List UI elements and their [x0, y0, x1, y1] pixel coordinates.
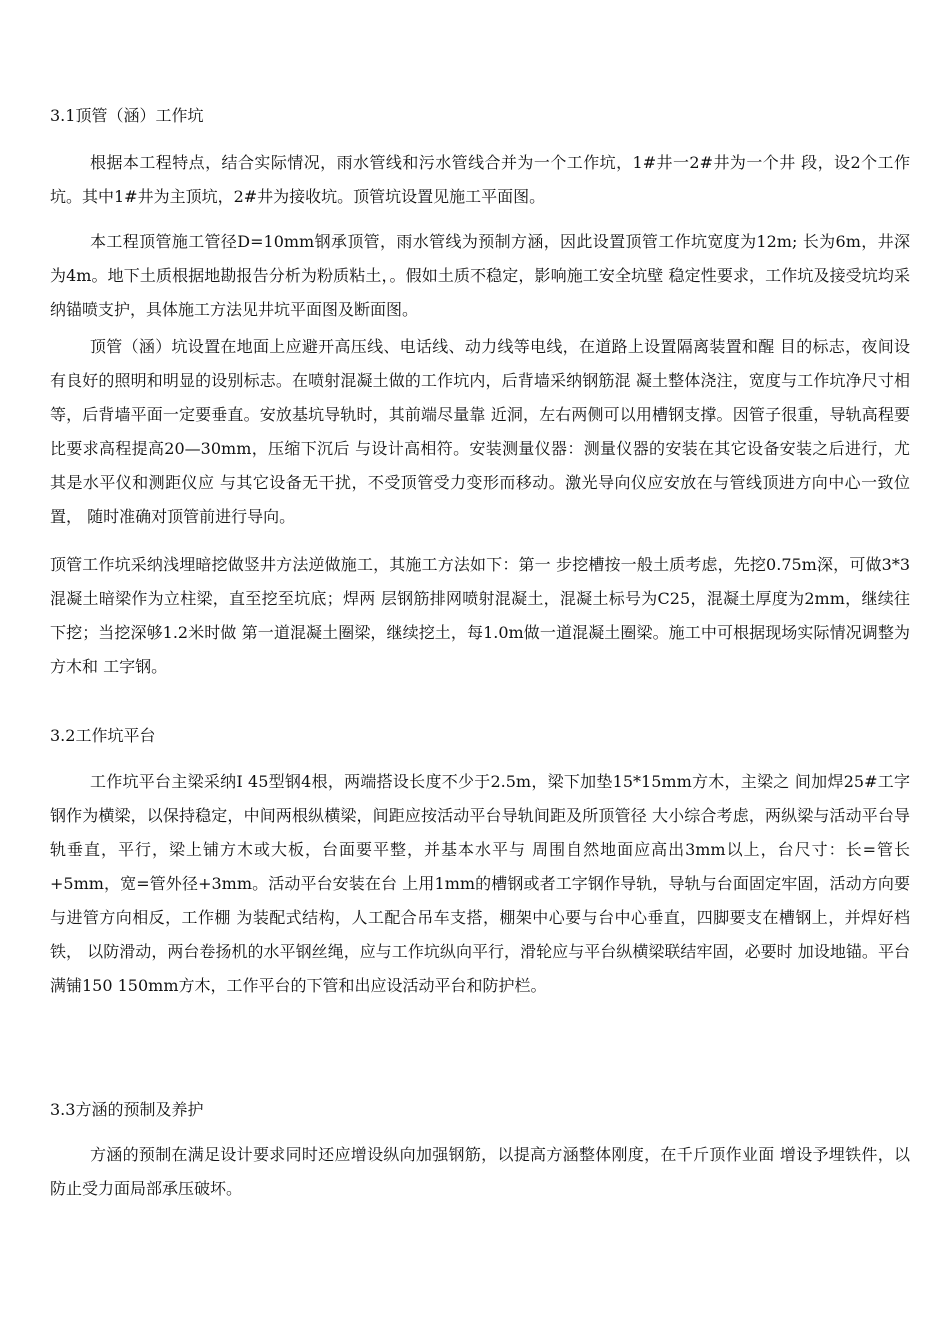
paragraph-3-2-1: 工作坑平台主梁采纳I 45型钢4根，两端搭设长度不少于2.5m，梁下加垫15*15mm方木，主梁之 间加焊25#工字钢作为横梁，以保持稳定，中间两根纵横梁，间距应按活动平台导轨间距及所顶管径 大小综合考虑，两纵梁与活动平台导轨垂直，平行，梁上铺方木或大板，台面要平整，并基本水平与 周围自然地面应高出3mm以上，台尺寸：长=管长+5mm，宽=管外径+3mm。活动平台安装在台 上用1mm的槽钢或者工字钢作导轨，导轨与台面固定牢固，活动方向要与进管方向相反，工作棚 为装配式结构，人工配合吊车支搭，棚架中心要与台中心垂直，四脚要支在槽钢上，并焊好档铁， 以防滑动，两台卷扬机的水平钢丝绳，应与工作坑纵向平行，滑轮应与平台纵横梁联结牢固，必要时 加设地锚。平台满铺150 150mm方木，工作平台的下管和出应设活动平台和防护栏。: [50, 772, 910, 995]
paragraph-3-3-1: 方涵的预制在满足设计要求同时还应增设纵向加强钢筋，以提高方涵整体刚度，在千斤顶作业面 增设予埋铁件，以防止受力面局部承压破坏。: [50, 1145, 910, 1198]
section-heading-3-2: 3.2工作坑平台: [50, 726, 156, 745]
paragraph-3-1-2: 本工程顶管施工管径D=10mm钢承顶管，雨水管线为预制方涵，因此设置顶管工作坑宽度为12m; 长为6m，井深为4m。地下土质根据地勘报告分析为粉质粘土，。假如土质不稳定，影响施工安全坑壁 稳定性要求，工作坑及接受坑均采纳锚喷支护，具体施工方法见井坑平面图及断面图。: [50, 232, 910, 319]
section-heading-3-3: 3.3方涵的预制及养护: [50, 1100, 204, 1119]
section-heading-3-1: 3.1顶管（涵）工作坑: [50, 106, 204, 125]
paragraph-3-1-3: 顶管（涵）坑设置在地面上应避开高压线、电话线、动力线等电线，在道路上设置隔离装置和醒 目的标志，夜间设有良好的照明和明显的设别标志。在喷射混凝土做的工作坑内，后背墙采纳钢筋混 凝土整体浇注，宽度与工作坑净尺寸相等，后背墙平面一定要垂直。安放基坑导轨时，其前端尽量靠 近洞，左右两侧可以用槽钢支撑。因管子很重，导轨高程要比要求高程提高20—30mm，压缩下沉后 与设计高相符。安装测量仪器：测量仪器的安装在其它设备安装之后进行，尤其是水平仪和测距仪应 与其它设备无干扰，不受顶管受力变形而移动。激光导向仪应安放在与管线顶进方向中心一致位置， 随时准确对顶管前进行导向。: [50, 337, 910, 526]
paragraph-3-1-1: 根据本工程特点，结合实际情况，雨水管线和污水管线合并为一个工作坑，1#井一2#井为一个井 段，设2个工作坑。其中1#井为主顶坑，2#井为接收坑。顶管坑设置见施工平面图。: [50, 153, 910, 206]
paragraph-3-1-4: 顶管工作坑采纳浅埋暗挖做竖井方法逆做施工，其施工方法如下：第一 步挖槽按一般土质考虑，先挖0.75m深，可做3*3混凝土暗梁作为立柱梁，直至挖至坑底；焊两 层钢筋排网喷射混凝土，混凝土标号为C25，混凝土厚度为2mm，继续往下挖；当挖深够1.2米时做 第一道混凝土圈梁，继续挖土，每1.0m做一道混凝土圈梁。施工中可根据现场实际情况调整为方木和 工字钢。: [50, 555, 910, 676]
